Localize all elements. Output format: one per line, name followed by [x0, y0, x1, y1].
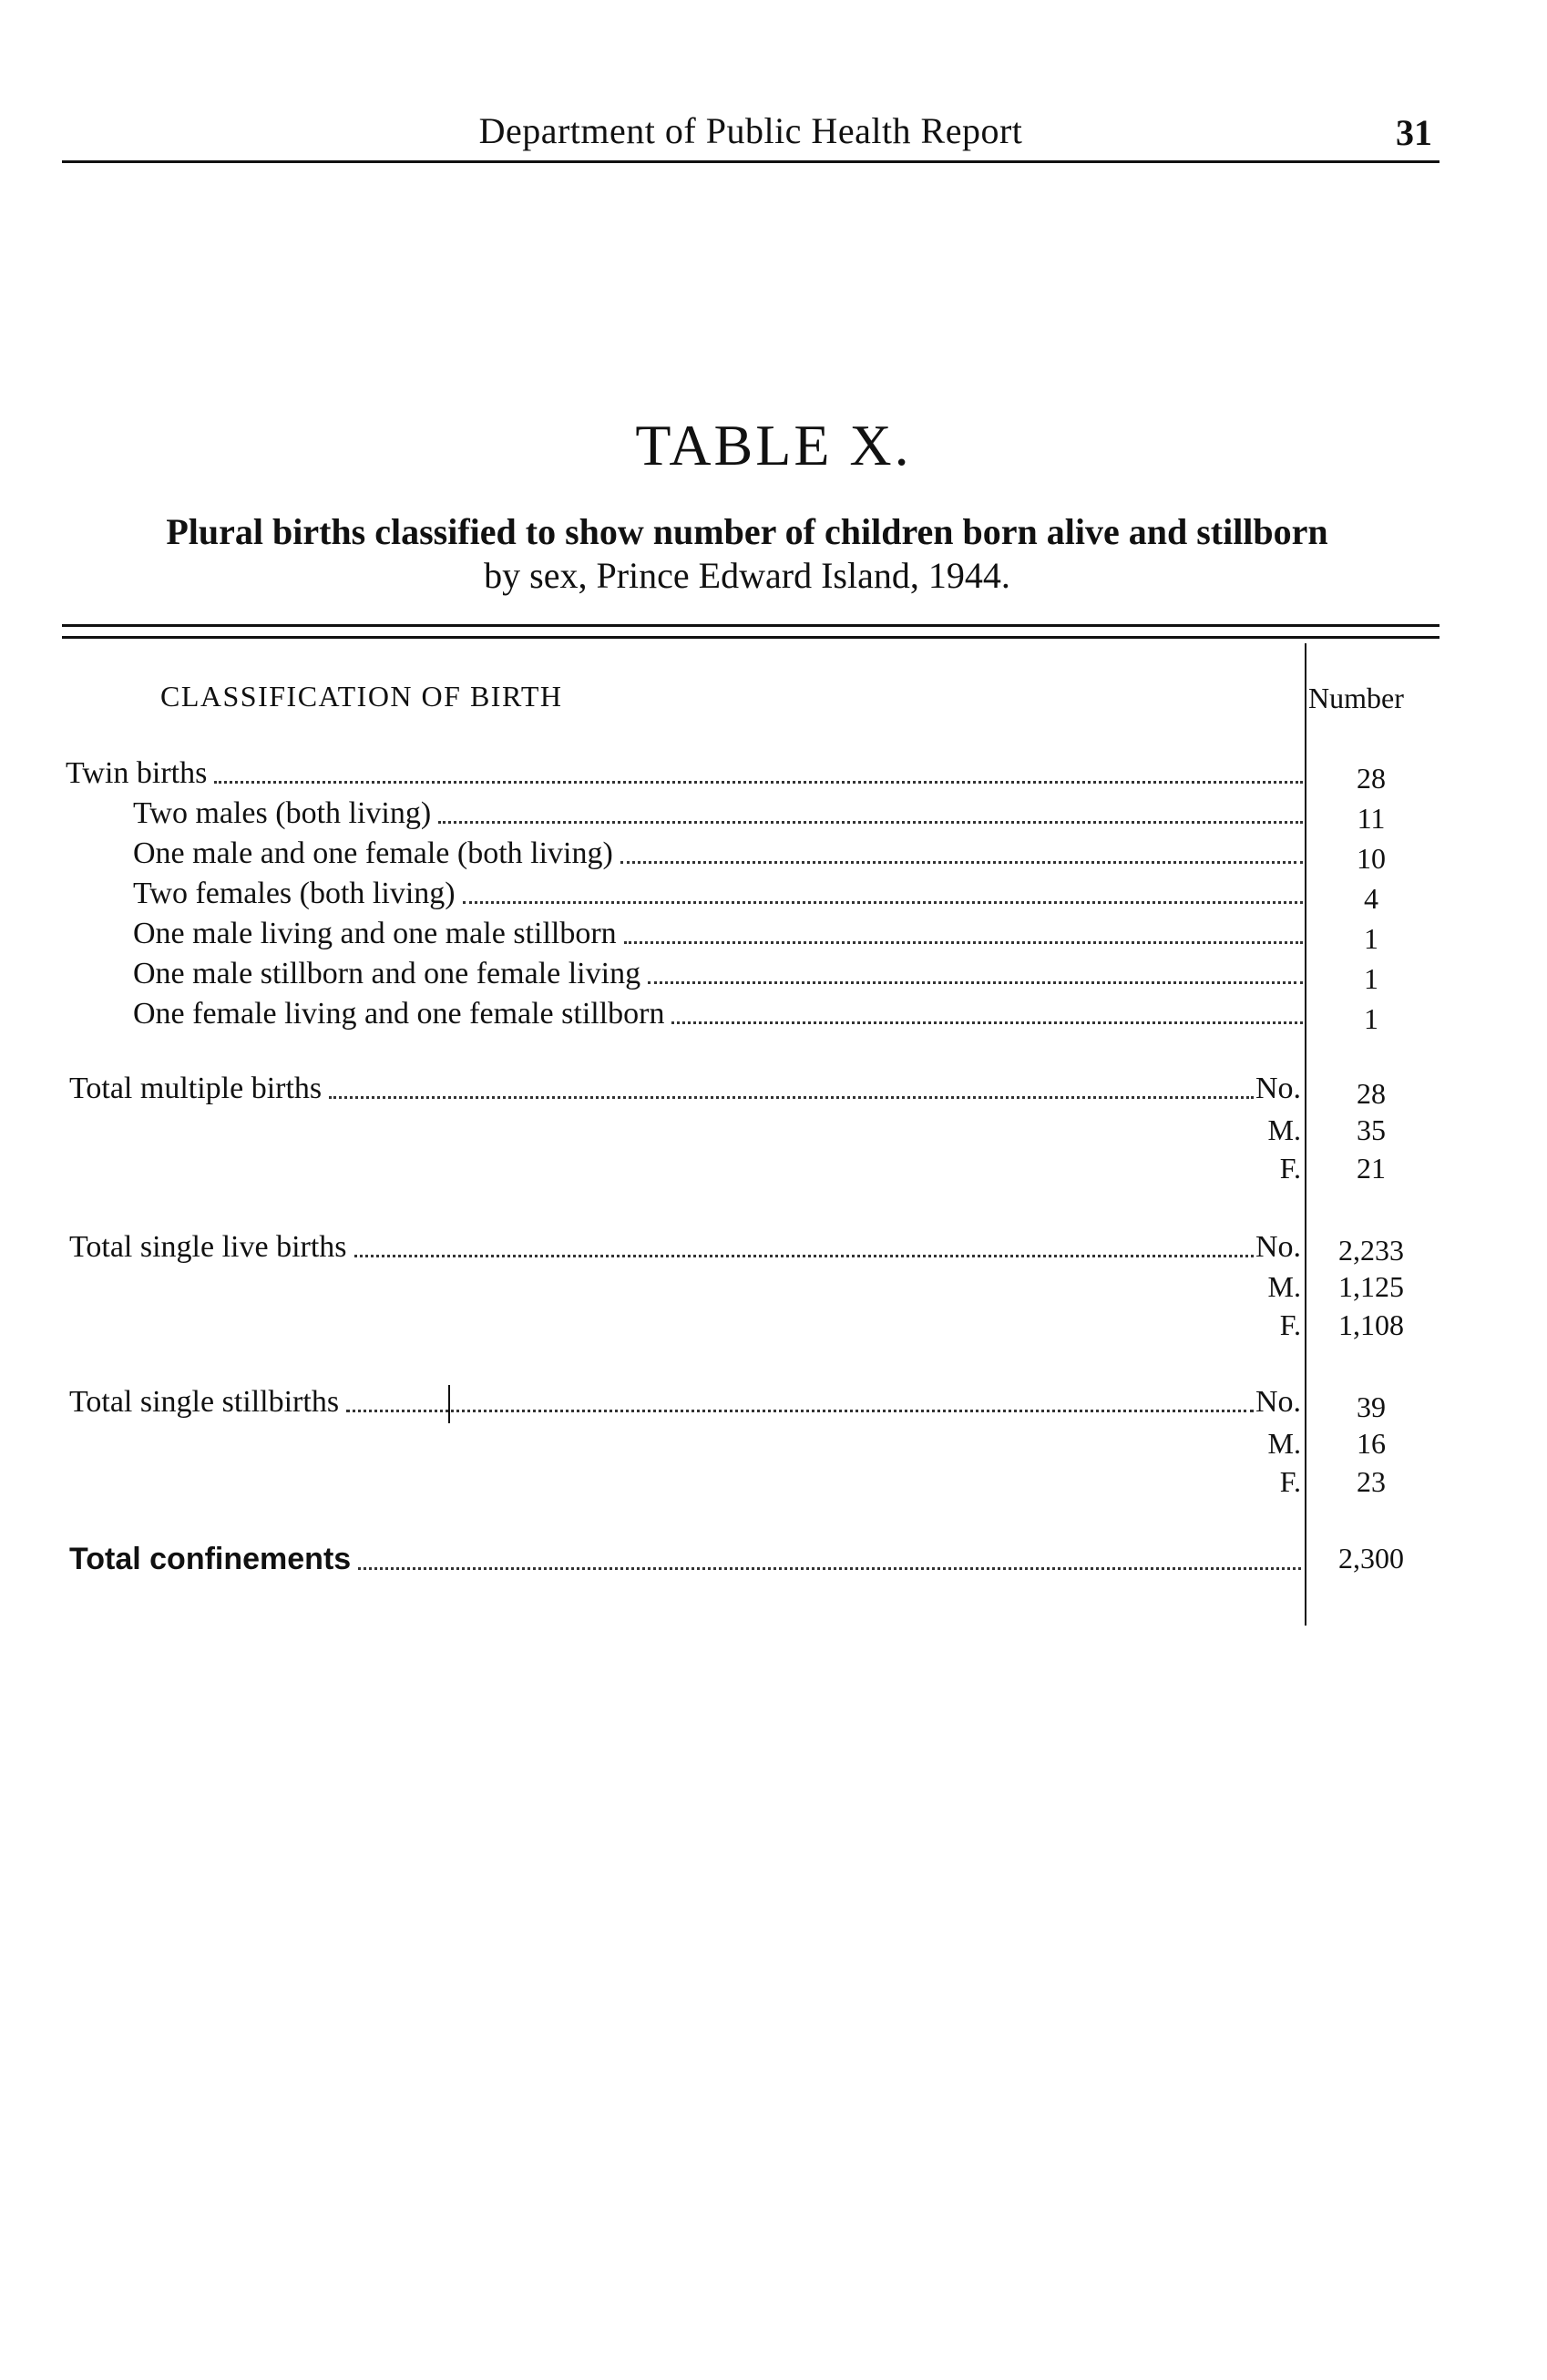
table-row: [133, 836, 1303, 877]
leader-dots: [624, 941, 1303, 944]
single-stillbirths-no-value: 39: [1357, 1390, 1386, 1423]
single-live-births-m-value: 1,125: [1338, 1270, 1404, 1303]
leader-dots: [648, 981, 1303, 984]
multiple-births-m-value: 35: [1357, 1113, 1386, 1146]
table-row-total-confinements: [69, 1542, 1301, 1582]
unit-label-no: No.: [1255, 1072, 1301, 1105]
row-value: 11: [1357, 802, 1386, 835]
unit-label-m: M.: [1267, 1427, 1301, 1460]
table-caption-line-2: by sex, Prince Edward Island, 1944.: [484, 555, 1010, 596]
table-row-total-single-stillbirths: [69, 1385, 1301, 1425]
row-label: Two males (both living): [133, 796, 432, 830]
table-title: TABLE X.: [635, 413, 912, 477]
table-row-twin-births: [66, 756, 1303, 796]
row-value: 10: [1357, 842, 1386, 875]
page-number: 31: [1396, 112, 1432, 153]
running-header: [62, 102, 1439, 163]
unit-label-m: M.: [1267, 1113, 1301, 1146]
table-row: [133, 917, 1303, 957]
unit-label-f: F.: [1279, 1465, 1301, 1498]
multiple-births-no-value: 28: [1357, 1077, 1386, 1110]
table-row: [133, 997, 1303, 1037]
row-value: 4: [1364, 882, 1378, 915]
leader-dots: [354, 1255, 1254, 1257]
single-live-births-f-value: 1,108: [1338, 1308, 1404, 1341]
twin-births-value: 28: [1357, 762, 1386, 795]
unit-label-no: No.: [1255, 1385, 1301, 1419]
leader-dots: [671, 1021, 1303, 1024]
leader-dots: [463, 901, 1303, 904]
row-label: Total single stillbirths: [69, 1385, 340, 1419]
table-caption-line-1: Plural births classified to show number of children born alive and stillborn: [166, 511, 1328, 552]
row-label: Total confinements: [69, 1542, 352, 1576]
row-label: One male living and one male stillborn: [133, 917, 617, 950]
row-label: Total multiple births: [69, 1072, 323, 1105]
row-value: 1: [1364, 1002, 1378, 1035]
row-label: One male stillborn and one female living: [133, 957, 641, 990]
row-label: One male and one female (both living): [133, 836, 613, 870]
row-label: One female living and one female stillborn: [133, 997, 665, 1031]
row-value: 1: [1364, 962, 1378, 995]
table-row: [133, 877, 1303, 917]
leader-dots: [358, 1567, 1301, 1570]
unit-label-m: M.: [1267, 1270, 1301, 1303]
leader-dots: [438, 821, 1303, 824]
unit-label-no: No.: [1255, 1230, 1301, 1264]
stray-print-mark: [448, 1385, 450, 1423]
unit-label-f: F.: [1279, 1152, 1301, 1185]
unit-label-f: F.: [1279, 1308, 1301, 1341]
column-header-classification: CLASSIFICATION OF BIRTH: [160, 680, 563, 713]
table-row: [133, 957, 1303, 997]
row-value: 1: [1364, 922, 1378, 955]
leader-dots: [329, 1096, 1254, 1099]
column-header-number: Number: [1308, 682, 1404, 714]
row-label: Total single live births: [69, 1230, 347, 1264]
leader-dots: [620, 861, 1303, 864]
single-stillbirths-f-value: 23: [1357, 1465, 1386, 1498]
table-row-total-single-live-births: [69, 1230, 1301, 1270]
single-live-births-no-value: 2,233: [1338, 1234, 1404, 1267]
row-label: Two females (both living): [133, 877, 456, 910]
running-title: Department of Public Health Report: [478, 110, 1023, 151]
single-stillbirths-m-value: 16: [1357, 1427, 1386, 1460]
row-label: Twin births: [66, 756, 208, 790]
confinements-value: 2,300: [1338, 1542, 1404, 1575]
double-rule-divider: [62, 624, 1439, 639]
multiple-births-f-value: 21: [1357, 1152, 1386, 1185]
table-row-total-multiple-births: [69, 1072, 1301, 1112]
leader-dots: [214, 781, 1303, 784]
table-row: [133, 796, 1303, 836]
leader-dots: [346, 1410, 1254, 1412]
column-divider: [1305, 643, 1306, 1626]
table-caption: [55, 510, 1439, 598]
